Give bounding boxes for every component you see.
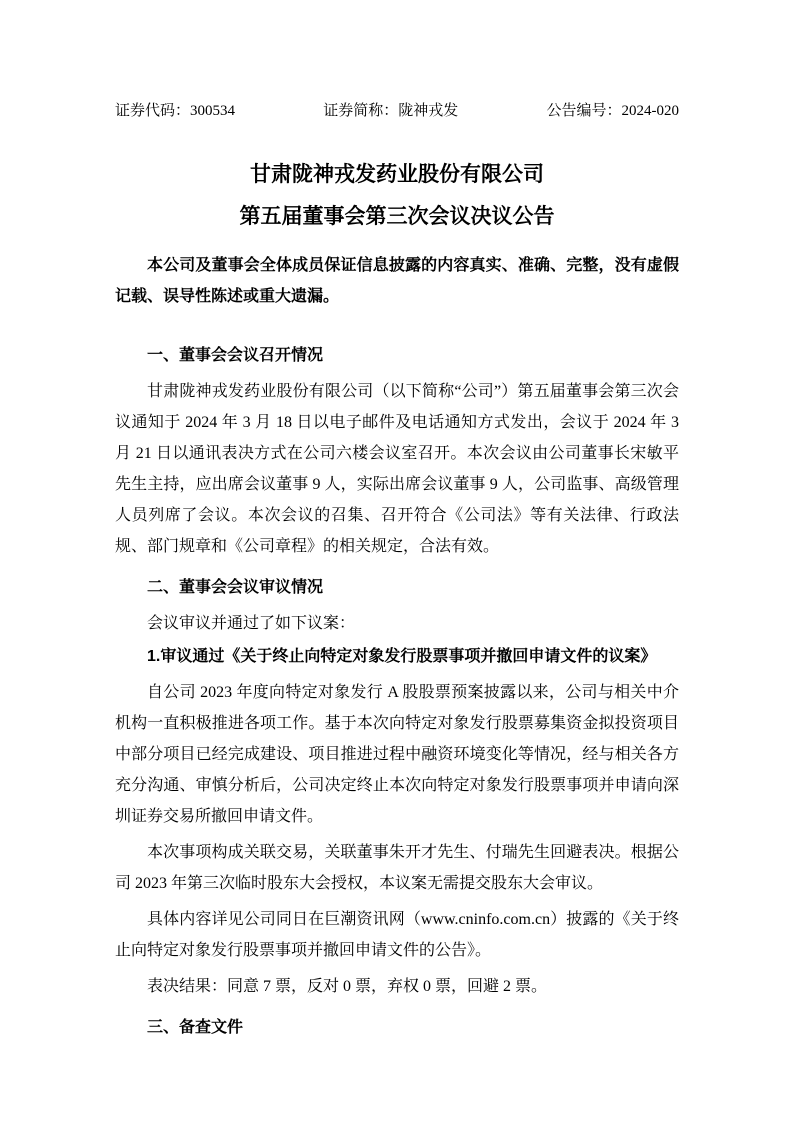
stock-short-name-value: 陇神戎发 bbox=[398, 103, 459, 119]
proposal-1-paragraph-1: 自公司 2023 年度向特定对象发行 A 股股票预案披露以来，公司与相关中介机构一直积极推进各项工作。基于本次向特定对象发行股票募集资金拟投资项目中部分项目已经完成建设、项目推进过程中融资环境变化等情况，经与相关各方充分沟通、审慎分析后，公司决定终止本次向特定对象发行股票事项并申请向深圳证券交易所撤回申请文件。 bbox=[115, 684, 679, 825]
section-3-heading: 三、备查文件 bbox=[147, 1019, 244, 1036]
announcement-title: 第五届董事会第三次会议决议公告 bbox=[239, 205, 555, 228]
stock-short-name-label: 证券简称： bbox=[323, 103, 399, 119]
document-title bbox=[115, 154, 679, 238]
proposal-1-paragraph-3: 具体内容详见公司同日在巨潮资讯网（www.cninfo.com.cn）披露的《关于终止向特定对象发行股票事项并撤回申请文件的公告》。 bbox=[115, 911, 679, 959]
announcement-number-value: 2024-020 bbox=[621, 103, 679, 119]
stock-short-name bbox=[323, 100, 458, 122]
doc-header bbox=[115, 100, 679, 122]
proposal-1-paragraph-2: 本次事项构成关联交易，关联董事朱开才先生、付瑞先生回避表决。根据公司 2023 年第三次临时股东大会授权，本议案无需提交股东大会审议。 bbox=[115, 844, 679, 892]
section-1-paragraph: 甘肃陇神戎发药业股份有限公司（以下简称“公司”）第五届董事会第三次会议通知于 2024 年 3 月 18 日以电子邮件及电话通知方式发出，会议于 2024 年 3 月 21 日以通讯表决方式在公司六楼会议室召开。本次会议由公司董事长宋敏平先生主持，应出席会议董事 9 人，实际出席会议董事 9 人，公司监事、高级管理人员列席了会议。本次会议的召集、召开符合《公司法》等有关法律、行政法规、部门规章和《公司章程》的相关规定，合法有效。 bbox=[115, 383, 679, 555]
disclaimer-statement: 本公司及董事会全体成员保证信息披露的内容真实、准确、完整，没有虚假记载、误导性陈述或重大遗漏。 bbox=[115, 257, 679, 305]
announcement-number-label: 公告编号： bbox=[546, 103, 622, 119]
section-1-heading: 一、董事会会议召开情况 bbox=[147, 347, 324, 364]
section-2-intro: 会议审议并通过了如下议案： bbox=[147, 615, 356, 632]
stock-code-label: 证券代码： bbox=[115, 103, 191, 119]
announcement-number bbox=[546, 100, 679, 122]
stock-code bbox=[115, 100, 235, 122]
vote-result: 表决结果：同意 7 票，反对 0 票，弃权 0 票，回避 2 票。 bbox=[147, 978, 548, 995]
stock-code-value: 300534 bbox=[190, 103, 236, 119]
proposal-1-title: 1.审议通过《关于终止向特定对象发行股票事项并撤回申请文件的议案》 bbox=[147, 648, 657, 665]
section-2-heading: 二、董事会会议审议情况 bbox=[147, 579, 324, 596]
company-name: 甘肃陇神戎发药业股份有限公司 bbox=[250, 163, 544, 186]
